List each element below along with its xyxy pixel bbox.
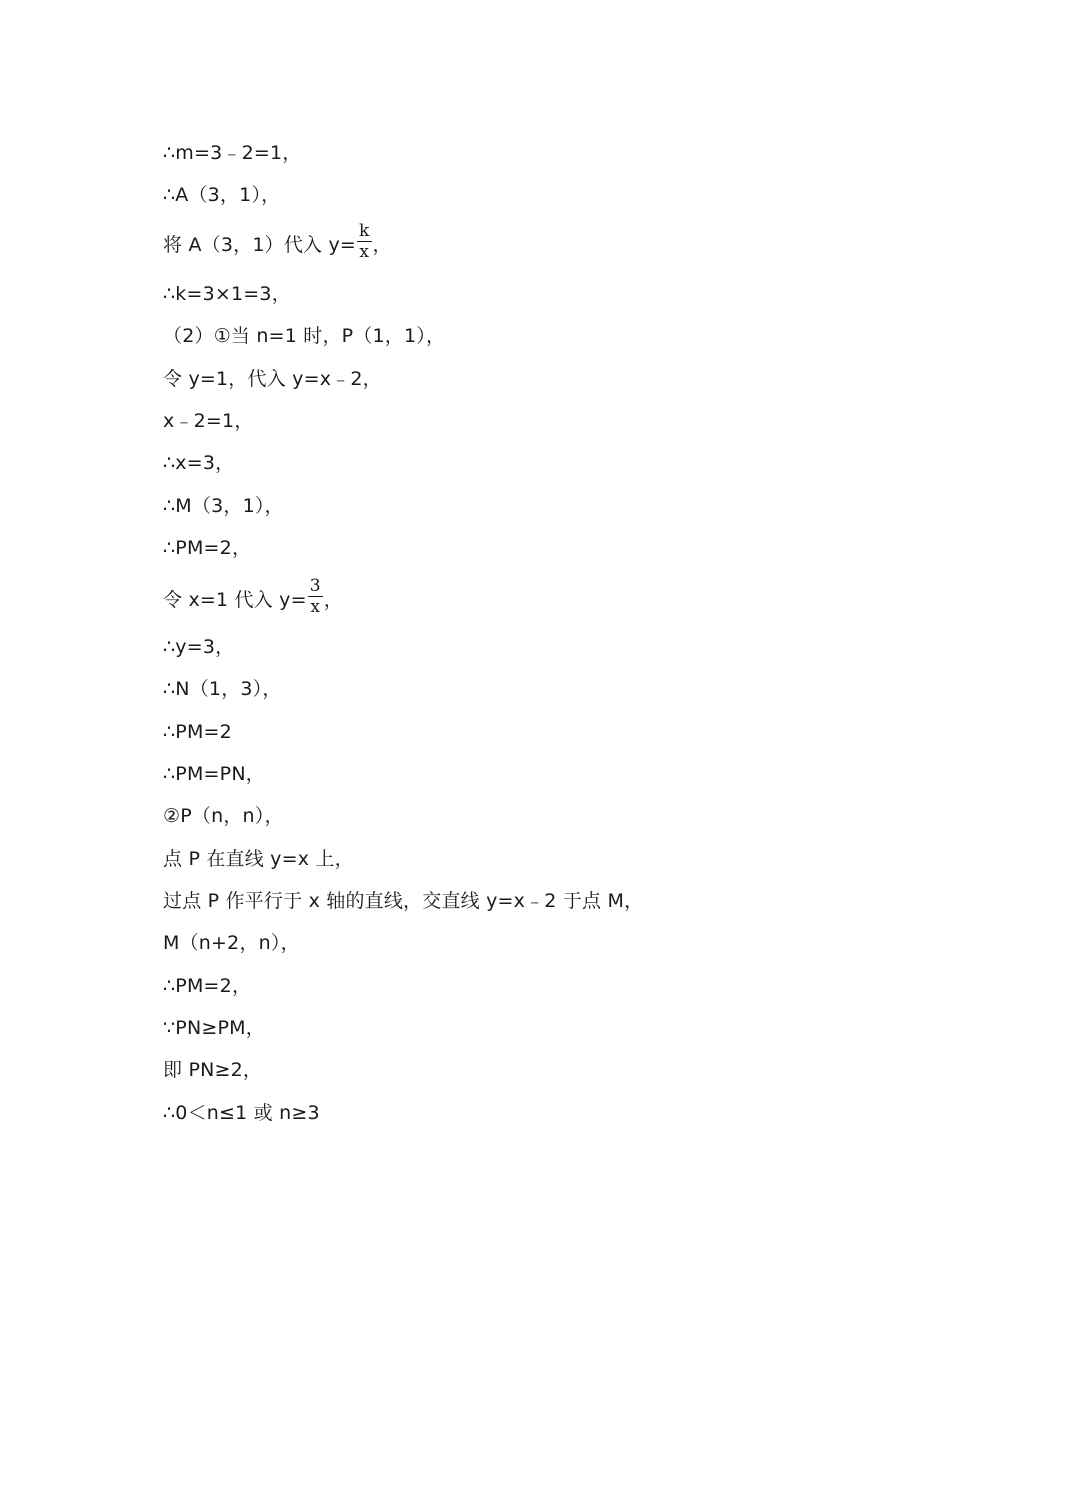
solution-line: ∴PM=PN，: [163, 763, 265, 785]
solution-line: ∴x=3，: [163, 452, 235, 474]
solution-line: 点 P 在直线 y=x 上，: [163, 848, 354, 870]
solution-line: （2）①当 n=1 时，P（1，1），: [163, 325, 446, 347]
solution-line-fraction: [163, 576, 343, 617]
solution-line: ∴A（3，1），: [163, 184, 281, 206]
solution-line: ∴N（1，3），: [163, 678, 282, 700]
solution-line: ∴m=3﹣2=1，: [163, 142, 302, 164]
solution-line: 即 PN≥2，: [163, 1059, 263, 1081]
solution-line: 过点 P 作平行于 x 轴的直线，交直线 y=x﹣2 于点 M，: [163, 890, 644, 912]
solution-line: ∴0＜n≤1 或 n≥3: [163, 1102, 320, 1124]
solution-line: ∴M（3，1），: [163, 495, 284, 517]
solution-line: ∵PN≥PM，: [163, 1017, 265, 1039]
solution-line: ∴k=3×1=3，: [163, 283, 291, 305]
line-text: 令 x=1 代入 y=: [163, 589, 307, 611]
solution-line-fraction: [163, 221, 392, 262]
fraction: [308, 577, 323, 616]
fraction-numerator: 3: [309, 576, 321, 596]
solution-line: 令 y=1，代入 y=x﹣2，: [163, 368, 382, 390]
solution-line: ②P（n，n），: [163, 805, 284, 827]
solution-line: M（n+2，n），: [163, 932, 300, 954]
solution-line: ∴y=3，: [163, 636, 235, 658]
fraction: [357, 222, 372, 261]
fraction-denominator: x: [359, 242, 370, 262]
solution-line: ∴PM=2，: [163, 537, 252, 559]
line-text: ，: [372, 234, 392, 256]
fraction-numerator: k: [359, 221, 370, 241]
solution-line: x﹣2=1，: [163, 410, 254, 432]
solution-line: ∴PM=2，: [163, 975, 252, 997]
fraction-denominator: x: [310, 597, 321, 617]
line-text: ，: [323, 589, 343, 611]
solution-line: ∴PM=2: [163, 721, 232, 743]
line-text: 将 A（3，1）代入 y=: [163, 234, 357, 256]
